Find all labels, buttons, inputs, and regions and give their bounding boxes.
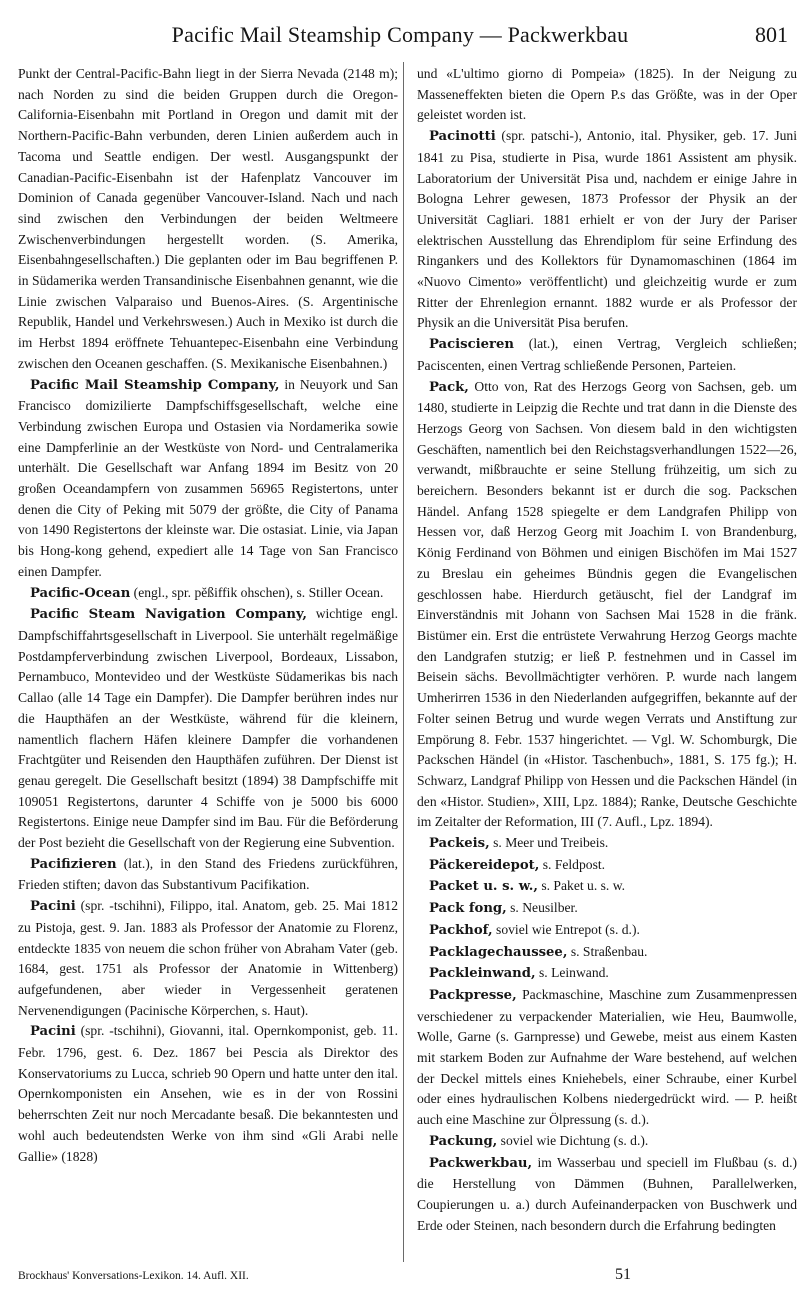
entry-text: (spr. patschi-), Antonio, ital. Physiker, geb. 17. Juni 1841 zu Pisa, studierte in Pisa, wurde 1861 Assistent am physik. Laboratorium der Universität Pisa und, nachdem er einige Jahre in Bologna Lehrer gewesen, 1873 Professor der Physik an der Universität Cagliari. 1881 erhielt er von der Jury der Pariser elektrischen Ausstellung das Ehrendiplom für seine Erfindung des Ringankers und des Kollektors für Dynamomaschinen (1864 im «Nuovo Cimento» veröffentlicht) und gleichzeitig wurde er zum Ritter der Ehrenlegion ernannt. 1882 wurde er als Professor der Physik an die Universität Pisa berufen.: [417, 128, 797, 331]
entry-headword: Päckereidepot,: [429, 857, 540, 873]
lexicon-entry: [18, 375, 398, 583]
entry-text: in Neuyork und San Francisco domizilierte Dampfschiffsgesellschaft, welche eine Verbindung zwischen Europa und Ostasien via Nordamerika sowie eine Dampferlinie an der Westküste von Nord- und Centralamerika unterhält. Die Gesellschaft war Anfang 1894 im Besitz von 20 großen Oceandampfern von zusammen 56965 Registertons, unter denen die City of Peking mit 5079 der größte, die City of Panama von 1490 Registertons der kleinste war. Die ostasiat. Linie, via Japan bis Hong-kong gehend, expediert alle 14 Tage von San Francisco einen Dampfer.: [18, 376, 398, 579]
lexicon-entry: [18, 583, 398, 605]
entry-headword: Pacini: [30, 1024, 76, 1040]
running-title: Pacific Mail Steamship Company — Packwerkbau: [171, 22, 629, 47]
lexicon-entry: [417, 942, 797, 964]
lexicon-entry: [417, 1131, 797, 1153]
signature-mark: 51: [615, 1266, 631, 1283]
entry-headword: Packleinwand,: [429, 966, 536, 982]
entry-headword: Packhof,: [429, 922, 493, 938]
entry-text: Packmaschine, Maschine zum Zusammenpressen verschiedener zu verpackender Materialien, wie Heu, Baumwolle, Wolle, Garne (s. Garnpresse) und Gewebe, meist aus einem Kasten mit starkem Boden zur Aufnahme der Ware bestehend, auf welchen der Deckel mittels eines Kniehebels, einer Schraube, einer Kurbel oder eines hydraulischen Kolbens niedergedrückt wird. — P. heißt auch eine Maschine zur Ölpressung (s. d.).: [417, 986, 797, 1128]
entry-text: und «L'ultimo giorno di Pompeia» (1825). In der Neigung zu Massenеffekten bieten die Opern P.s das Größte, was in der Oper geleistet worden ist.: [417, 66, 797, 123]
entry-headword: Pacinotti: [429, 129, 496, 145]
entry-text: s. Neusilber.: [506, 900, 578, 916]
entry-text: soviel wie Dichtung (s. d.).: [497, 1132, 649, 1148]
entry-text: im Wasserbau und speciell im Flußbau (s. d.) die Herstellung von Dämmen (Buhnen, Parallelwerken, Coupierungen u. a.) durch Aufeinanderpacken von Buschwerk und Erde oder Steinen, nach besondern durch die Erfahrung bedingten: [417, 1154, 797, 1233]
lexicon-entry: [18, 604, 398, 853]
lexicon-entry: [417, 876, 797, 898]
entry-text: (engl., spr. pĕßiffik ohschen), s. Stiller Ocean.: [130, 584, 384, 600]
entry-text: (lat.), in den Stand des Friedens zurückführen, Frieden stiften; davon das Substantivum Pacifikation.: [18, 855, 398, 893]
entry-headword: Packlagechaussee,: [429, 944, 568, 960]
lexicon-entry: [18, 1021, 398, 1167]
entry-headword: Pacific-Ocean: [30, 585, 131, 601]
lexicon-entry: [417, 898, 797, 920]
entry-text: (spr. -tschihni), Giovanni, ital. Opernkomponist, geb. 11. Febr. 1796, gest. 6. Dez. 1867 bei Pescia als Direktor des Konservatoriums zu Lucca, schrieb 90 Opern und hatte unter den ital. Opernkomponisten ein Ansehen, wie es in der von Rossini beherrschten Zeit nur noch Mercadante besaß. Die bekanntesten und wohl auch bedeutendsten Werke von ihm sind «Gli Arabi nelle Gallie» (1828): [18, 1023, 398, 1164]
lexicon-entry: [417, 64, 797, 126]
left-column: [18, 64, 398, 1167]
column-divider: [403, 62, 404, 1262]
page-number: 801: [755, 22, 788, 47]
entry-text: s. Paket u. s. w.: [537, 878, 626, 894]
lexicon-entry: [417, 833, 797, 855]
lexicon-entry: [417, 1153, 797, 1237]
entry-headword: Packeis,: [429, 836, 490, 852]
imprint-footer: Brockhaus' Konversations-Lexikon. 14. Aufl. XII.: [18, 1270, 249, 1282]
entry-text: s. Feldpost.: [539, 856, 606, 872]
entry-text: wichtige engl. Dampfschiffahrtsgesellschaft in Liverpool. Sie unterhält regelmäßige Postdampferverbindung zwischen Liverpool, Bordeaux, Lissabon, Pernambuco, Montevideo und der Westküste Südamerikas bis nach Callao (alle 14 Tage ein Dampfer). Die Dampfer berühren indes nur die Haupthäfen an der Westküste, während für die kleinern, namentlich flachern Häfen kleinere Dampfer die vorhandenen Frachtgüter und Reisenden den Haupthäfen zuführen. Der Dienst ist genau geregelt. Die Gesellschaft besitzt (1894) 38 Dampfschiffe mit 109051 Registertons, darunter 4 Schiffe von je 5000 bis 6000 Registertons. Einige neue Dampfer sind im Bau. Für die Beförderung der Post bezieht die Gesellschaft von der Regierung eine Subvention.: [18, 606, 398, 851]
entry-text: (lat.), einen Vertrag, Vergleich schließen; Paciscenten, einen Vertrag schließende Personen, Parteien.: [417, 336, 797, 373]
entry-headword: Pacific Mail Steamship Company,: [30, 377, 280, 393]
lexicon-entry: [18, 854, 398, 896]
lexicon-entry: [417, 963, 797, 985]
entry-headword: Pacific Steam Navigation Company,: [30, 607, 308, 623]
entry-text: s. Meer und Treibeis.: [489, 835, 609, 851]
entry-headword: Packung,: [429, 1133, 498, 1149]
lexicon-entry: [417, 334, 797, 376]
lexicon-entry: [417, 126, 797, 334]
page-header: [0, 0, 800, 58]
lexicon-entry: [417, 377, 797, 833]
entry-text: Punkt der Central-Pacific-Bahn liegt in der Sierra Nevada (2148 m); nach Norden zu sind die beiden Gruppen durch die Oregon-California-Eisenbahn mit Portland in Oregon und damit mit der Northern-Pacific-Bahn verbunden, deren Linien außerdem auch in Tacoma und Seattle endigen. Der westl. Ausgangspunkt der Canadian-Pacific-Eisenbahn ist der Hafenplatz Vancouver im Dominion of Canada gegenüber Vancouver-Island. Nach und nach sind zwischen den Verbindungen der beiden Weltmeere Zwischenverbindungen hergestellt worden. (S. Amerika, Eisenbahngesellschaften.) Die geplanten oder im Bau begriffenen P. in Südamerika werden Transandinische Eisenbahnen genannt, wie die Linie zwischen Valparaiso und Buenos-Aires. (S. Argentinische Republik, Handel und Verkehrswesen.) Auch in Mexiko ist durch die im Herbst 1894 eröffnete Tehuantepec-Eisenbahn eine Verbindung zwischen den Oceanen geschaffen. (S. Mexikanische Eisenbahnen.): [18, 66, 398, 371]
lexicon-entry: [417, 855, 797, 877]
lexicon-entry: [417, 985, 797, 1131]
entry-headword: Packwerkbau,: [429, 1155, 533, 1171]
lexicon-entry: [18, 896, 398, 1021]
lexicon-entry: [18, 64, 398, 375]
entry-headword: Paciscieren: [429, 337, 514, 353]
lexicon-entry: [417, 920, 797, 942]
entry-headword: Pacini: [30, 899, 76, 915]
entry-text: soviel wie Entrepot (s. d.).: [492, 921, 640, 937]
entry-headword: Packpresse,: [429, 987, 517, 1003]
entry-headword: Pacifizieren: [30, 856, 117, 872]
entry-headword: Packet u. s. w.,: [429, 879, 538, 895]
entry-text: s. Straßenbau.: [567, 943, 648, 959]
entry-text: (spr. -tschihni), Filippo, ital. Anatom, geb. 25. Mai 1812 zu Pistoja, gest. 9. Jan. 1883 als Professor der Anatomie zu Florenz, entdeckte 1835 von neuem die schon früher von Abraham Vater (geb. 1684, gest. 1751 als Professor der Anatomie in Wittenberg) aufgefundenen, aber wieder in Vergessenheit geratenen Nervenendigungen (Pacinische Körperchen, s. Haut).: [18, 898, 398, 1018]
entry-text: s. Leinwand.: [535, 965, 609, 981]
entry-headword: Pack fong,: [429, 901, 507, 917]
right-column: [417, 64, 797, 1236]
entry-headword: Pack,: [429, 379, 469, 395]
entry-text: Otto von, Rat des Herzogs Georg von Sachsen, geb. um 1480, studierte in Leipzig die Rechte und trat dann in die Dienste des Herzogs Georg von Sachsen. Von diesem bald in den wichtigsten Geschäften, namentlich bei den Reichstagsverhandlungen 1522—26, verwandt, mißbrauchte er seine Stellung frühzeitig, um sich zu bereichern. Besonders bekannt ist er durch die sog. Packschen Händel. Anfang 1528 spiegelte er dem Landgrafen Philipp von Hessen vor, daß Herzog Georg mit Joachim I. von Brandenburg, König Ferdinand von Böhmen und einigen Bischöfen im Mai 1527 zu Breslau ein geheimes Bündnis gegen die Evangelischen geschlossen habe. Hierdurch getäuscht, fiel der Landgraf im Einverständnis mit Johann von Sachsen Mai 1528 in die fränk. Bistümer ein. Erst die entrüstete Verwahrung Herzog Georgs machte den Landgrafen stutzig; er ließ P. festnehmen und in Cassel im Beisein sächs. Bevollmächtigter verhören. P. wurde nach langem Umherirren 1536 in den Niederlanden aufgegriffen, bekannte auf der Folter seinen Betrug und wurde wegen Verrats und Anstiftung zur Empörung 8. Febr. 1537 hingerichtet. — Vgl. W. Schomburgk, Die Packschen Händel (in «Histor. Taschenbuch», 1881, S. 175 fg.); H. Schwarz, Landgraf Philipp von Hessen und die Packschen Händel (in den «Histor. Studien», XIII, Lpz. 1884); Ranke, Deutsche Geschichte im Zeitalter der Reformation, III (7. Aufl., Lpz. 1894).: [417, 378, 797, 830]
